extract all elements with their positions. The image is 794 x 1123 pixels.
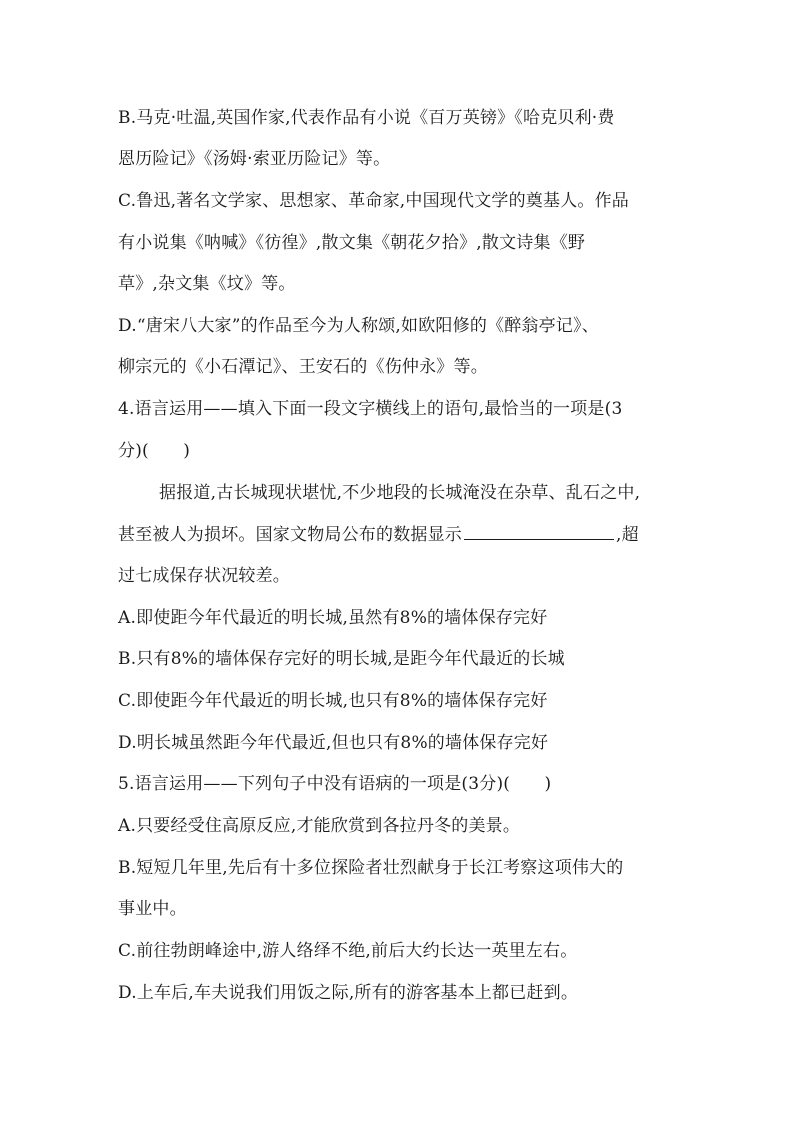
passage-line-2 bbox=[118, 522, 698, 547]
option-c-line-2: 有小说集《呐喊》《彷徨》,散文集《朝花夕拾》,散文诗集《野 bbox=[118, 233, 586, 253]
option-d-line-1: D.“唐宋八大家”的作品至今为人称颂,如欧阳修的《醉翁亭记》、 bbox=[118, 316, 599, 336]
option-d-line-2: 柳宗元的《小石潭记》、王安石的《伤仲永》等。 bbox=[118, 357, 488, 377]
passage-line-2-text: 甚至被人为损坏。国家文物局公布的数据显示 bbox=[118, 525, 462, 545]
q5-option-c: C.前往勃朗峰途中,游人络绎不绝,前后大约长达一英里左右。 bbox=[118, 941, 578, 961]
question-5-stem: 5.语言运用——下列句子中没有语病的一项是(3分)( ) bbox=[118, 774, 552, 794]
q5-option-b-line-1: B.短短几年里,先后有十多位探险者壮烈献身于长江考察这项伟大的 bbox=[118, 858, 624, 878]
q4-option-a: A.即使距今年代最近的明长城,虽然有8%的墙体保存完好 bbox=[118, 608, 548, 628]
q4-option-c: C.即使距今年代最近的明长城,也只有8%的墙体保存完好 bbox=[118, 691, 548, 711]
option-b-line-1: B.马克·吐温,英国作家,代表作品有小说《百万英镑》《哈克贝利·费 bbox=[118, 108, 615, 128]
option-b-line-2: 恩历险记》《汤姆·索亚历险记》等。 bbox=[118, 149, 391, 169]
q5-option-b-line-2: 事业中。 bbox=[118, 899, 187, 919]
question-4-stem-line-2: 分)( ) bbox=[118, 441, 191, 461]
passage-line-3: 过七成保存状况较差。 bbox=[118, 566, 290, 586]
passage-line-1: 据报道,古长城现状堪忧,不少地段的长城淹没在杂草、乱石之中, bbox=[159, 483, 641, 503]
option-c-line-3: 草》,杂文集《坟》等。 bbox=[118, 274, 296, 294]
q5-option-d: D.上车后,车夫说我们用饭之际,所有的游客基本上都已赶到。 bbox=[118, 983, 579, 1003]
q4-option-b: B.只有8%的墙体保存完好的明长城,是距今年代最近的长城 bbox=[118, 649, 565, 669]
q4-option-d: D.明长城虽然距今年代最近,但也只有8%的墙体保存完好 bbox=[118, 733, 549, 753]
question-4-stem-line-1: 4.语言运用——填入下面一段文字横线上的语句,最恰当的一项是(3 bbox=[118, 399, 623, 419]
passage-line-2-tail: ,超 bbox=[616, 525, 639, 545]
option-c-line-1: C.鲁迅,著名文学家、思想家、革命家,中国现代文学的奠基人。作品 bbox=[118, 191, 630, 211]
q5-option-a: A.只要经受住高原反应,才能欣赏到各拉丹冬的美景。 bbox=[118, 816, 521, 836]
answer-blank bbox=[464, 522, 614, 540]
